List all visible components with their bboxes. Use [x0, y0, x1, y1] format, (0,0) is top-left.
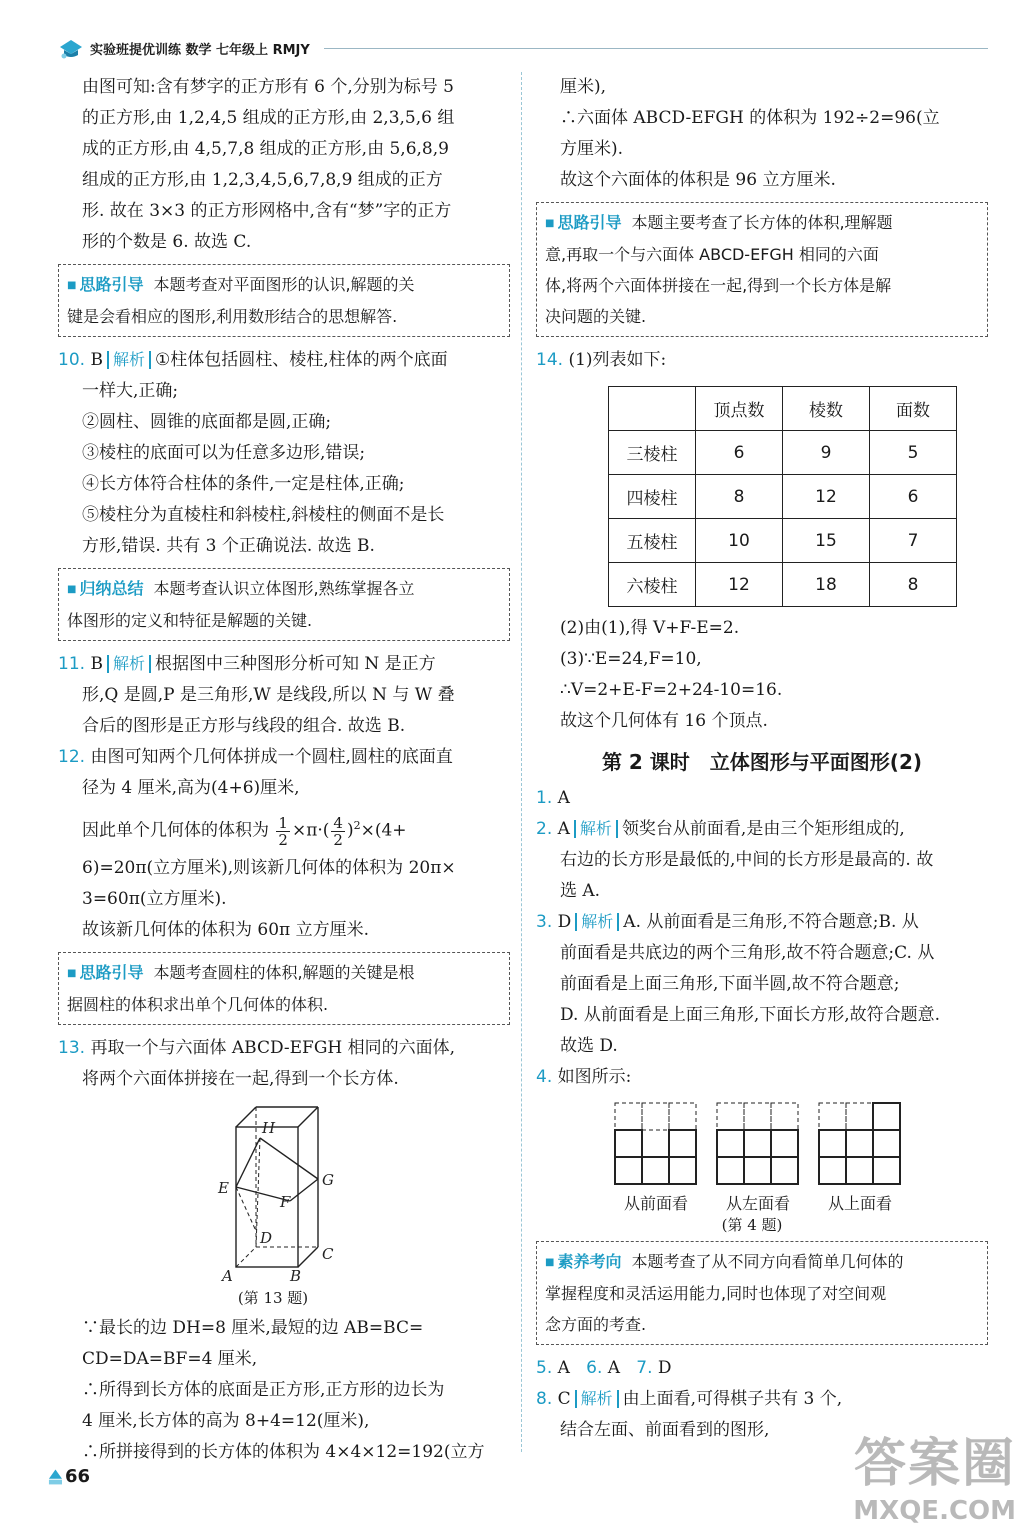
prism-table [608, 386, 957, 607]
table-cell: 10 [696, 519, 783, 563]
tip-text: 决问题的关键. [545, 307, 647, 326]
question-3 [536, 907, 988, 1062]
answer: B [90, 654, 103, 674]
table-row [609, 475, 957, 519]
analysis-tag: 解析 [575, 1390, 619, 1408]
text-line: 6)=20π(立方厘米),则该新几何体的体积为 20π× [82, 857, 456, 878]
text-line: (3)∵E=24,F=10, [560, 649, 702, 669]
tip-text: 意,再取一个与六面体 ABCD-EFGH 相同的六面 [545, 245, 879, 264]
answer: D [657, 1358, 672, 1378]
table-cell: 12 [783, 475, 870, 519]
question-4 [536, 1062, 988, 1235]
front-view-grid [614, 1101, 698, 1187]
text-line: 再取一个与六面体 ABCD-EFGH 相同的六面体, [90, 1037, 456, 1058]
table-header: 棱数 [783, 387, 870, 431]
text-line: 故这个几何体有 16 个顶点. [560, 711, 768, 731]
text-line: (1)列表如下: [568, 350, 667, 370]
q9-continuation [58, 72, 510, 258]
question-number: 7. [636, 1358, 653, 1378]
table-cell: 15 [783, 519, 870, 563]
text-line: 故该新几何体的体积为 60π 立方厘米. [82, 919, 370, 940]
question-number: 12. [58, 747, 86, 767]
text-line: 组成的正方形,由 1,2,3,4,5,6,7,8,9 组成的正方 [82, 170, 443, 190]
text-part: ×(4+ [360, 820, 407, 841]
exponent: 2 [353, 819, 361, 832]
table-header [609, 387, 696, 431]
label-B: B [290, 1266, 302, 1283]
table-cell: 5 [870, 431, 957, 475]
tip-text: 掌握程度和灵活运用能力,同时也体现了对空间观 [545, 1284, 887, 1303]
watermark-text: 答案圈 [853, 1434, 1016, 1494]
tip-text: 体,将两个六面体拼接在一起,得到一个长方体是解 [545, 276, 892, 295]
tip-text: 据圆柱的体积求出单个几何体的体积. [67, 994, 329, 1014]
table-cell: 6 [696, 431, 783, 475]
table-row [609, 431, 957, 475]
numerator: 4 [333, 813, 343, 832]
question-number: 6. [586, 1358, 603, 1378]
denominator: 2 [333, 830, 343, 849]
question-number: 13. [58, 1037, 86, 1058]
table-row [609, 563, 957, 607]
table-cell: 三棱柱 [609, 431, 696, 475]
table-cell: 六棱柱 [609, 563, 696, 607]
text-line: 形,Q 是圆,P 是三角形,W 是线段,所以 N 与 W 叠 [82, 685, 455, 705]
table-header-row [609, 387, 957, 431]
question-12 [58, 742, 510, 946]
tip-box [58, 952, 510, 1025]
table-header: 面数 [870, 387, 957, 431]
tip-label: ■ 归纳总结 [67, 579, 143, 598]
view-label: 从前面看 [623, 1194, 688, 1213]
table-cell: 7 [870, 519, 957, 563]
tip-label: ■ 思路引导 [67, 275, 143, 294]
lesson-title: 第 2 课时 立体图形与平面图形(2) [601, 750, 923, 774]
page-marker-icon [48, 1465, 63, 1487]
header-rule [324, 48, 988, 49]
question-11 [58, 649, 510, 742]
question-number: 3. [536, 912, 553, 932]
table-header: 顶点数 [696, 387, 783, 431]
question-number: 11. [58, 654, 86, 674]
text-line: 由图可知两个几何体拼成一个圆柱,圆柱的底面直 [90, 747, 453, 767]
answer: C [557, 1389, 571, 1409]
question-number: 4. [536, 1067, 553, 1087]
table-cell: 8 [696, 475, 783, 519]
question-number: 5. [536, 1358, 553, 1378]
text-line: 选 A. [560, 881, 601, 901]
tip-text: 本题考查了从不同方向看简单几何体的 [631, 1252, 904, 1271]
answer: A [557, 788, 570, 808]
book-logo-icon [58, 37, 84, 59]
tip-label: ■ 思路引导 [545, 213, 621, 232]
text-line: 合后的图形是正方形与线段的组合. 故选 B. [82, 716, 406, 736]
cuboid-diagram [208, 1103, 378, 1283]
text-line: 一样大,正确; [82, 381, 179, 401]
answer: A [607, 1358, 621, 1378]
text-line: 故这个六面体的体积是 96 立方厘米. [560, 170, 836, 190]
tip-box [536, 1241, 988, 1345]
figure-13-cuboid [208, 1103, 378, 1313]
text-line: 领奖台从前面看,是由三个矩形组成的, [621, 819, 905, 839]
tip-text: 本题考查认识立体图形,熟练掌握各立 [153, 579, 415, 598]
label-D: D [260, 1228, 273, 1247]
answer: D [557, 912, 572, 932]
label-G: G [322, 1170, 334, 1189]
three-views-figure [614, 1101, 988, 1214]
text-line: 方形,错误. 共有 3 个正确说法. 故选 B. [82, 536, 375, 556]
top-view [818, 1101, 902, 1214]
tip-label: ■ 思路引导 [67, 963, 143, 982]
fraction [331, 815, 345, 848]
tip-text: 本题主要考查了长方体的体积,理解题 [631, 213, 893, 232]
page-number [48, 1462, 90, 1490]
text-line: 成的正方形,由 4,5,7,8 组成的正方形,由 5,6,8,9 [82, 139, 449, 159]
tip-text: 体图形的定义和特征是解题的关键. [67, 611, 313, 630]
question-number: 10. [58, 350, 86, 370]
column-divider [521, 72, 522, 1452]
tip-box [58, 568, 510, 641]
text-line: 前面看是共底边的两个三角形,故不符合题意;C. 从 [560, 943, 935, 963]
watermark [853, 1421, 1016, 1526]
top-view-grid [818, 1101, 902, 1187]
question-1 [536, 783, 988, 814]
table-cell: 8 [870, 563, 957, 607]
tip-text: 键是会看相应的图形,利用数形结合的思想解答. [67, 307, 398, 326]
text-part: ×π· [291, 820, 323, 841]
table-cell: 五棱柱 [609, 519, 696, 563]
text-line: A. 从前面看是三角形,不符合题意;B. 从 [623, 912, 919, 932]
text-line: 将两个六面体拼接在一起,得到一个长方体. [82, 1068, 399, 1089]
table-cell: 四棱柱 [609, 475, 696, 519]
view-label: 从上面看 [827, 1194, 892, 1213]
question-14 [536, 345, 988, 737]
text-part: 因此单个几何体的体积为 [82, 820, 269, 841]
text-line: 4 厘米,长方体的高为 8+4=12(厘米), [82, 1410, 370, 1431]
text-line: 厘米), [560, 77, 607, 97]
question-13 [58, 1033, 510, 1468]
front-view [614, 1101, 698, 1214]
text-line: 根据图中三种图形分析可知 N 是正方 [154, 654, 436, 674]
text-line: 故选 D. [560, 1036, 618, 1056]
question-number: 1. [536, 788, 553, 808]
text-line: ①柱体包括圆柱、棱柱,柱体的两个底面 [154, 350, 448, 370]
header-title: 实验班提优训练 数学 七年级上 RMJY [90, 42, 310, 58]
text-line: 形的个数是 6. 故选 C. [82, 232, 252, 252]
tip-text: 本题考查圆柱的体积,解题的关键是根 [153, 962, 415, 982]
view-label: 从左面看 [725, 1194, 790, 1213]
text-line: 结合左面、前面看到的图形, [560, 1420, 770, 1440]
text-line: 前面看是上面三角形,下面半圆,故不符合题意; [560, 974, 900, 994]
text-line: ③棱柱的底面可以为任意多边形,错误; [82, 443, 366, 463]
analysis-tag: 解析 [575, 913, 619, 931]
text-line: 的正方形,由 1,2,4,5 组成的正方形,由 2,3,5,6 组 [82, 108, 455, 128]
question-number: 8. [536, 1389, 553, 1409]
text-line: CD=DA=BF=4 厘米, [82, 1348, 258, 1369]
tip-box [536, 202, 988, 337]
question-number: 2. [536, 819, 553, 839]
text-line: D. 从前面看是上面三角形,下面长方形,故符合题意. [560, 1005, 941, 1025]
table-cell: 6 [870, 475, 957, 519]
q13-continuation [536, 72, 988, 196]
tip-text: 念方面的考查. [545, 1315, 647, 1334]
table-cell: 18 [783, 563, 870, 607]
label-A: A [222, 1266, 233, 1283]
left-view-grid [716, 1101, 800, 1187]
label-H: H [262, 1118, 276, 1137]
text-line: 如图所示: [557, 1067, 632, 1087]
text-line: 形. 故在 3×3 的正方形网格中,含有“梦”字的正方 [82, 201, 452, 221]
questions-5-7 [536, 1353, 988, 1384]
question-2 [536, 814, 988, 907]
text-line: ∴六面体 ABCD-EFGH 的体积为 192÷2=96(立 [560, 108, 940, 128]
text-line: ②圆柱、圆锥的底面都是圆,正确; [82, 412, 332, 432]
analysis-tag: 解析 [574, 820, 618, 838]
watermark-url: MXQE.COM [853, 1496, 1016, 1526]
label-E: E [218, 1178, 229, 1197]
numerator: 1 [278, 813, 288, 832]
figure-caption: (第 4 题) [721, 1216, 783, 1234]
tip-text: 本题考查对平面图形的认识,解题的关 [153, 275, 415, 294]
text-line: ∴V=2+E-F=2+24-10=16. [560, 680, 783, 700]
fraction [276, 815, 290, 848]
analysis-tag: 解析 [107, 655, 151, 673]
text-line: 3=60π(立方厘米). [82, 888, 227, 909]
answer: B [90, 350, 103, 370]
question-number: 14. [536, 350, 564, 370]
denominator: 2 [278, 830, 288, 849]
label-F: F [280, 1192, 291, 1211]
left-view [716, 1101, 800, 1214]
label-C: C [322, 1244, 334, 1263]
text-line: 右边的长方形是最低的,中间的长方形是最高的. 故 [560, 850, 934, 870]
left-column [58, 72, 510, 1468]
tip-label: ■ 素养考向 [545, 1252, 621, 1271]
text-line: ∴所拼接得到的长方体的体积为 4×4×12=192(立方 [82, 1441, 485, 1462]
text-line: ∵最长的边 DH=8 厘米,最短的边 AB=BC= [82, 1317, 424, 1338]
analysis-tag: 解析 [107, 351, 151, 369]
tip-box [58, 264, 510, 337]
volume-formula: 因此单个几何体的体积为 $\frac{1}{2}$ ×π·( $\frac{4}{2}$ )$^2$×(4+ [82, 813, 407, 849]
right-column [536, 72, 988, 1446]
question-10 [58, 345, 510, 562]
table-row [609, 519, 957, 563]
text-line: 径为 4 厘米,高为(4+6)厘米, [82, 778, 300, 798]
table-cell: 9 [783, 431, 870, 475]
text-line: 由图可知:含有梦字的正方形有 6 个,分别为标号 5 [82, 77, 454, 97]
answer: A [557, 1358, 570, 1378]
page-number-text: 66 [64, 1465, 90, 1487]
answer: A [557, 819, 570, 839]
text-line: ⑤棱柱分为直棱柱和斜棱柱,斜棱柱的侧面不是长 [82, 505, 445, 525]
page-header [58, 38, 988, 58]
text-line: 由上面看,可得棋子共有 3 个, [622, 1389, 843, 1409]
text-line: (2)由(1),得 V+F-E=2. [560, 618, 740, 638]
text-line: 方厘米). [560, 139, 624, 159]
table-cell: 12 [696, 563, 783, 607]
figure-caption: (第 13 题) [237, 1288, 309, 1307]
text-line: ∴所得到长方体的底面是正方形,正方形的边长为 [82, 1379, 445, 1400]
text-line: ④长方体符合柱体的条件,一定是柱体,正确; [82, 474, 405, 494]
